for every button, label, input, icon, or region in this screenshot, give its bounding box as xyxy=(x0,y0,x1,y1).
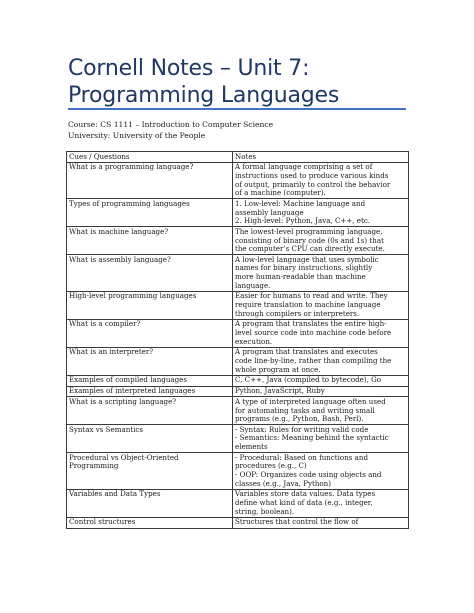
notes-line: code line-by-line, rather than compiling the xyxy=(235,355,392,365)
notes-line: language. xyxy=(235,280,271,290)
notes-line: 2. High-level: Python, Java, C++, etc. xyxy=(235,216,371,226)
cue-cell: What is a programming language? xyxy=(67,162,233,199)
table-row xyxy=(67,319,409,347)
table-row xyxy=(67,453,409,490)
table-row xyxy=(67,489,409,517)
course-line: Course: CS 1111 – Introduction to Computer Science xyxy=(68,120,274,129)
cue-cell: Examples of compiled languages xyxy=(67,375,233,386)
cue-cell: What is assembly language? xyxy=(67,255,233,292)
table-header-row xyxy=(67,152,409,163)
notes-line: require translation to machine language xyxy=(235,300,381,310)
notes-line: Variables store data values. Data types xyxy=(235,489,376,499)
table-row xyxy=(67,375,409,386)
notes-line: whole program at once. xyxy=(235,364,321,374)
notes-line: The lowest-level programming language, xyxy=(235,226,383,236)
notes-line: of a machine (computer). xyxy=(235,188,326,198)
notes-line: A program that translates and executes xyxy=(235,347,378,357)
notes-line: A formal language comprising a set of xyxy=(235,162,373,172)
table-row xyxy=(67,517,409,528)
notes-line: - Semantics: Meaning behind the syntactic xyxy=(235,433,389,443)
notes-line: for automating tasks and writing small xyxy=(235,405,375,415)
notes-cell xyxy=(233,375,409,386)
notes-line: - Syntax: Rules for writing valid code xyxy=(235,424,369,434)
notes-line: of output, primarily to control the behavior xyxy=(235,179,391,189)
notes-line: assembly language xyxy=(235,207,304,217)
notes-line: C, C++, Java (compiled to bytecode), Go xyxy=(235,375,382,385)
notes-cell xyxy=(233,255,409,292)
column-header-cues: Cues / Questions xyxy=(67,152,233,163)
cue-cell: Syntax vs Semantics xyxy=(67,425,233,453)
university-line: University: University of the People xyxy=(68,131,206,140)
notes-line: Easier for humans to read and write. They xyxy=(235,291,388,301)
table-row xyxy=(67,227,409,255)
cue-cell: Control structures xyxy=(67,517,233,528)
notes-line: A program that translates the entire high- xyxy=(235,319,387,329)
notes-line: execution. xyxy=(235,336,273,346)
cornell-notes-table xyxy=(66,151,409,529)
cue-cell: What is a scripting language? xyxy=(67,397,233,425)
table-row xyxy=(67,425,409,453)
notes-line: procedures (e.g., C) xyxy=(235,461,307,471)
notes-line: programs (e.g., Python, Bash, Perl). xyxy=(235,414,364,424)
table-row xyxy=(67,162,409,199)
notes-line: - OOP: Organizes code using objects and xyxy=(235,470,382,480)
notes-line: Python, JavaScript, Ruby xyxy=(235,386,325,396)
notes-line: consisting of binary code (0s and 1s) that xyxy=(235,235,384,245)
notes-line: through compilers or interpreters. xyxy=(235,308,360,318)
cue-cell: What is an interpreter? xyxy=(67,347,233,375)
cue-cell: Procedural vs Object-Oriented Programming xyxy=(67,453,233,490)
title-underline xyxy=(68,108,406,110)
notes-line: define what kind of data (e.g., integer, xyxy=(235,498,373,507)
notes-cell xyxy=(233,386,409,397)
table-row xyxy=(67,397,409,425)
cue-cell: Types of programming languages xyxy=(67,199,233,227)
table-row xyxy=(67,386,409,397)
notes-line: - Procedural: Based on functions and xyxy=(235,452,369,462)
notes-cell xyxy=(233,517,409,528)
notes-cell xyxy=(233,347,409,375)
notes-cell xyxy=(233,319,409,347)
notes-line: Structures that control the flow of xyxy=(235,517,359,527)
notes-cell xyxy=(233,162,409,199)
notes-cell xyxy=(233,227,409,255)
cue-cell: What is a compiler? xyxy=(67,319,233,347)
notes-line: classes (e.g., Java, Python) xyxy=(235,478,331,488)
document-title: Cornell Notes – Unit 7: Programming Languages xyxy=(68,56,340,108)
notes-line: A type of interpreted language often used xyxy=(235,396,386,406)
notes-cell xyxy=(233,453,409,490)
table-row xyxy=(67,291,409,319)
notes-line: more human-readable than machine xyxy=(235,272,366,282)
column-header-notes: Notes xyxy=(233,152,409,163)
notes-line: elements xyxy=(235,442,268,452)
table-row xyxy=(67,347,409,375)
notes-cell xyxy=(233,397,409,425)
notes-line: names for binary instructions, slightly xyxy=(235,263,373,273)
notes-cell xyxy=(233,425,409,453)
notes-line: 1. Low-level: Machine language and xyxy=(235,198,366,208)
notes-line: the computer’s CPU can directly execute. xyxy=(235,244,385,254)
notes-cell xyxy=(233,489,409,517)
cue-cell: Variables and Data Types xyxy=(67,489,233,517)
cue-cell: What is machine language? xyxy=(67,227,233,255)
cue-cell: Examples of interpreted languages xyxy=(67,386,233,397)
table-row xyxy=(67,199,409,227)
notes-line: instructions used to produce various kinds xyxy=(235,170,389,180)
notes-line: A low-level language that uses symbolic xyxy=(235,254,379,264)
table-row xyxy=(67,255,409,292)
notes-line: level source code into machine code before xyxy=(235,328,392,337)
notes-cell xyxy=(233,291,409,319)
notes-cell xyxy=(233,199,409,227)
cue-cell: High-level programming languages xyxy=(67,291,233,319)
notes-line: string, boolean). xyxy=(235,506,295,516)
